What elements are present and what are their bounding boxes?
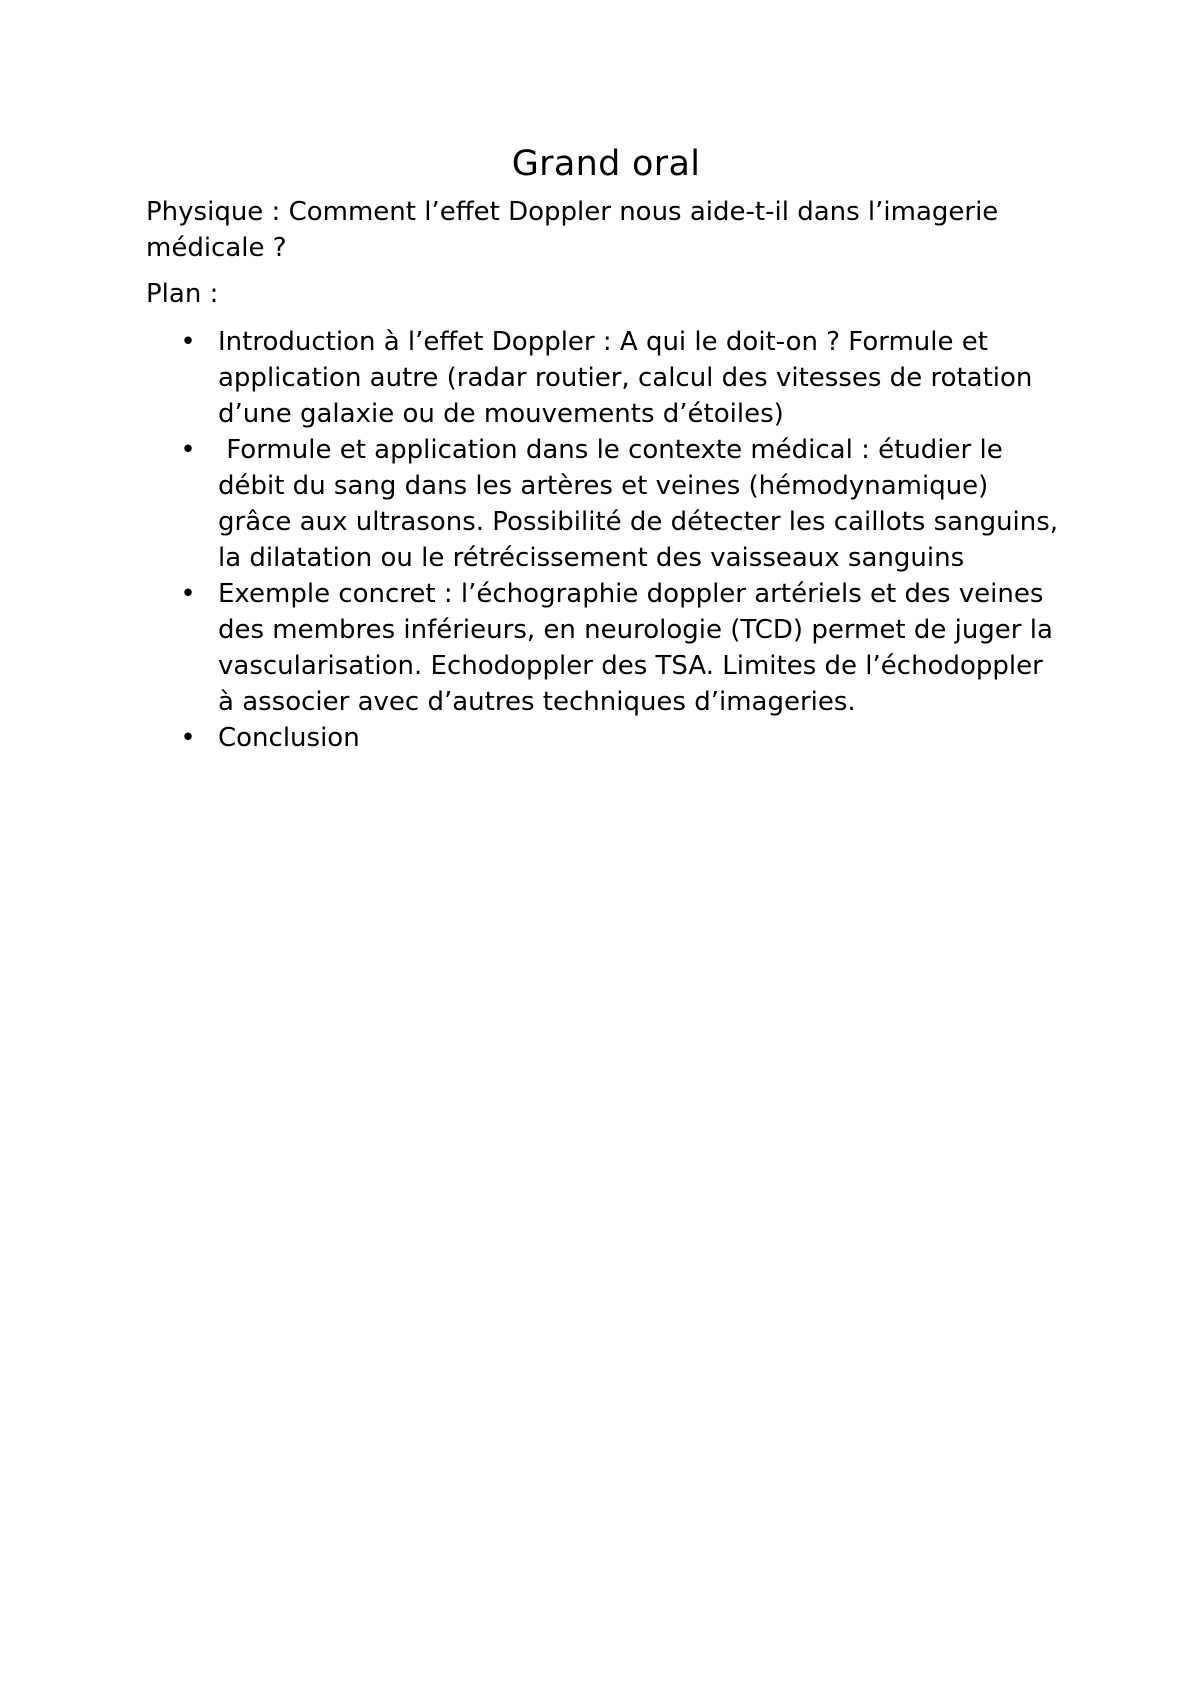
plan-item-medical-context xyxy=(146,432,1066,576)
plan-item-introduction xyxy=(146,324,1066,432)
plan-list xyxy=(146,324,1066,756)
plan-item-concrete-example xyxy=(146,576,1066,720)
plan-item-text: Introduction à l’effet Doppler : A qui le doit-on ? Formule et application autre (radar routier, calcul des vitesses de rotation d’une galaxie ou de mouvements d’étoiles) xyxy=(218,327,1041,429)
bullet-icon: • xyxy=(180,579,196,609)
bullet-icon: • xyxy=(180,327,196,357)
document-body xyxy=(146,142,1066,756)
bullet-icon: • xyxy=(180,435,196,465)
bullet-icon: • xyxy=(180,723,196,753)
plan-label: Plan : xyxy=(146,279,219,309)
plan-item-text: Exemple concret : l’échographie doppler artériels et des veines des membres inférieurs, en neurologie (TCD) permet de juger la vascularisation. Echodoppler des TSA. Limites de l’échodoppler à associer avec d’autres techniques d’imageries. xyxy=(218,579,1062,717)
plan-item-conclusion xyxy=(146,720,1066,756)
document-title: Grand oral xyxy=(511,144,701,184)
subject-question: Physique : Comment l’effet Doppler nous aide-t-il dans l’imagerie médicale ? xyxy=(146,197,999,263)
plan-item-text: Formule et application dans le contexte médical : étudier le débit du sang dans les artères et veines (hémodynamique) grâce aux ultrasons. Possibilité de détecter les caillots sanguins, la dilatation ou le rétrécissement des vaisseaux sanguins xyxy=(218,435,1067,573)
plan-item-text: Conclusion xyxy=(218,723,360,753)
